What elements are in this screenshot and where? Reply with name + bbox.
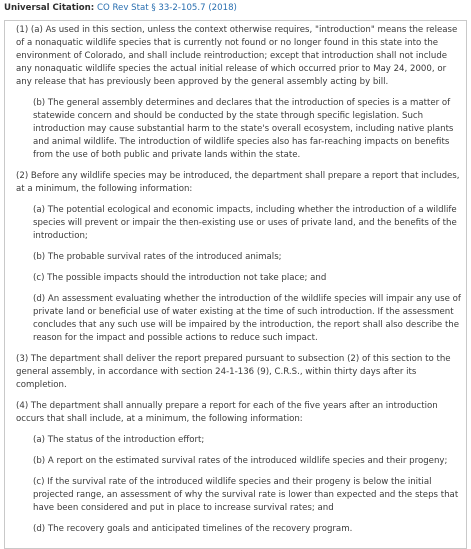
paragraph-2d: (d) An assessment evaluating whether the introduction of the wildlife species will impair any use of private land or beneficial use of water existing at the time of such introduction. If the assessment concludes that any such use will be impaired by the introduction, the report shall also describe the reason for the impact and possible actions to reduce such impact. (33, 294, 461, 343)
citation-label: Universal Citation: (4, 3, 95, 13)
paragraph-4d: (d) The recovery goals and anticipated timelines of the recovery program. (33, 524, 353, 534)
paragraph-4a: (a) The status of the introduction effort; (33, 435, 205, 445)
universal-citation (4, 2, 467, 15)
paragraph-2c: (c) The possible impacts should the introduction not take place; and (33, 273, 327, 283)
paragraph-2a: (a) The potential ecological and economic impacts, including whether the introduction of a wildlife species will prevent or impair the then-existing use or uses of private land, and the benefits of the introduction; (33, 205, 457, 241)
paragraph-1b: (b) The general assembly determines and declares that the introduction of species is a matter of statewide concern and should be conducted by the state through specific legislation. Such introduction may cause substantial harm to the state's overall ecosystem, including native plants and animal wildlife. The introduction of wildlife species also has far-reaching impacts on benefits from the use of both public and private lands within the state. (33, 98, 454, 160)
citation-link[interactable]: CO Rev Stat § 33-2-105.7 (2018) (96, 3, 237, 13)
paragraph-4: (4) The department shall annually prepare a report for each of the five years after an introduction occurs that shall include, at a minimum, the following information: (16, 401, 438, 424)
statute-page (4, 2, 467, 549)
paragraph-2b: (b) The probable survival rates of the introduced animals; (33, 252, 282, 262)
paragraph-2: (2) Before any wildlife species may be introduced, the department shall prepare a report that includes, at a minimum, the following information: (16, 171, 460, 194)
paragraph-1a: (1) (a) As used in this section, unless the context otherwise requires, "introduction" means the release of a nonaquatic wildlife species that is currently not found or no longer found in this state into the environment of Colorado, and shall include reintroduction; except that introduction shall not include any nonaquatic wildlife species the actual initial release of which occurred prior to May 24, 2000, or any release that has previously been approved by the general assembly acting by bill. (16, 25, 458, 87)
paragraph-4b: (b) A report on the estimated survival rates of the introduced wildlife species and their progeny; (33, 456, 448, 466)
statute-text-box (4, 20, 467, 549)
paragraph-4c: (c) If the survival rate of the introduced wildlife species and their progeny is below the initial projected range, an assessment of why the survival rate is lower than expected and the steps that have been considered and put in place to increase survival rates; and (33, 477, 459, 513)
paragraph-3: (3) The department shall deliver the report prepared pursuant to subsection (2) of this section to the general assembly, in accordance with section 24-1-136 (9), C.R.S., within thirty days after its completion. (16, 354, 451, 390)
